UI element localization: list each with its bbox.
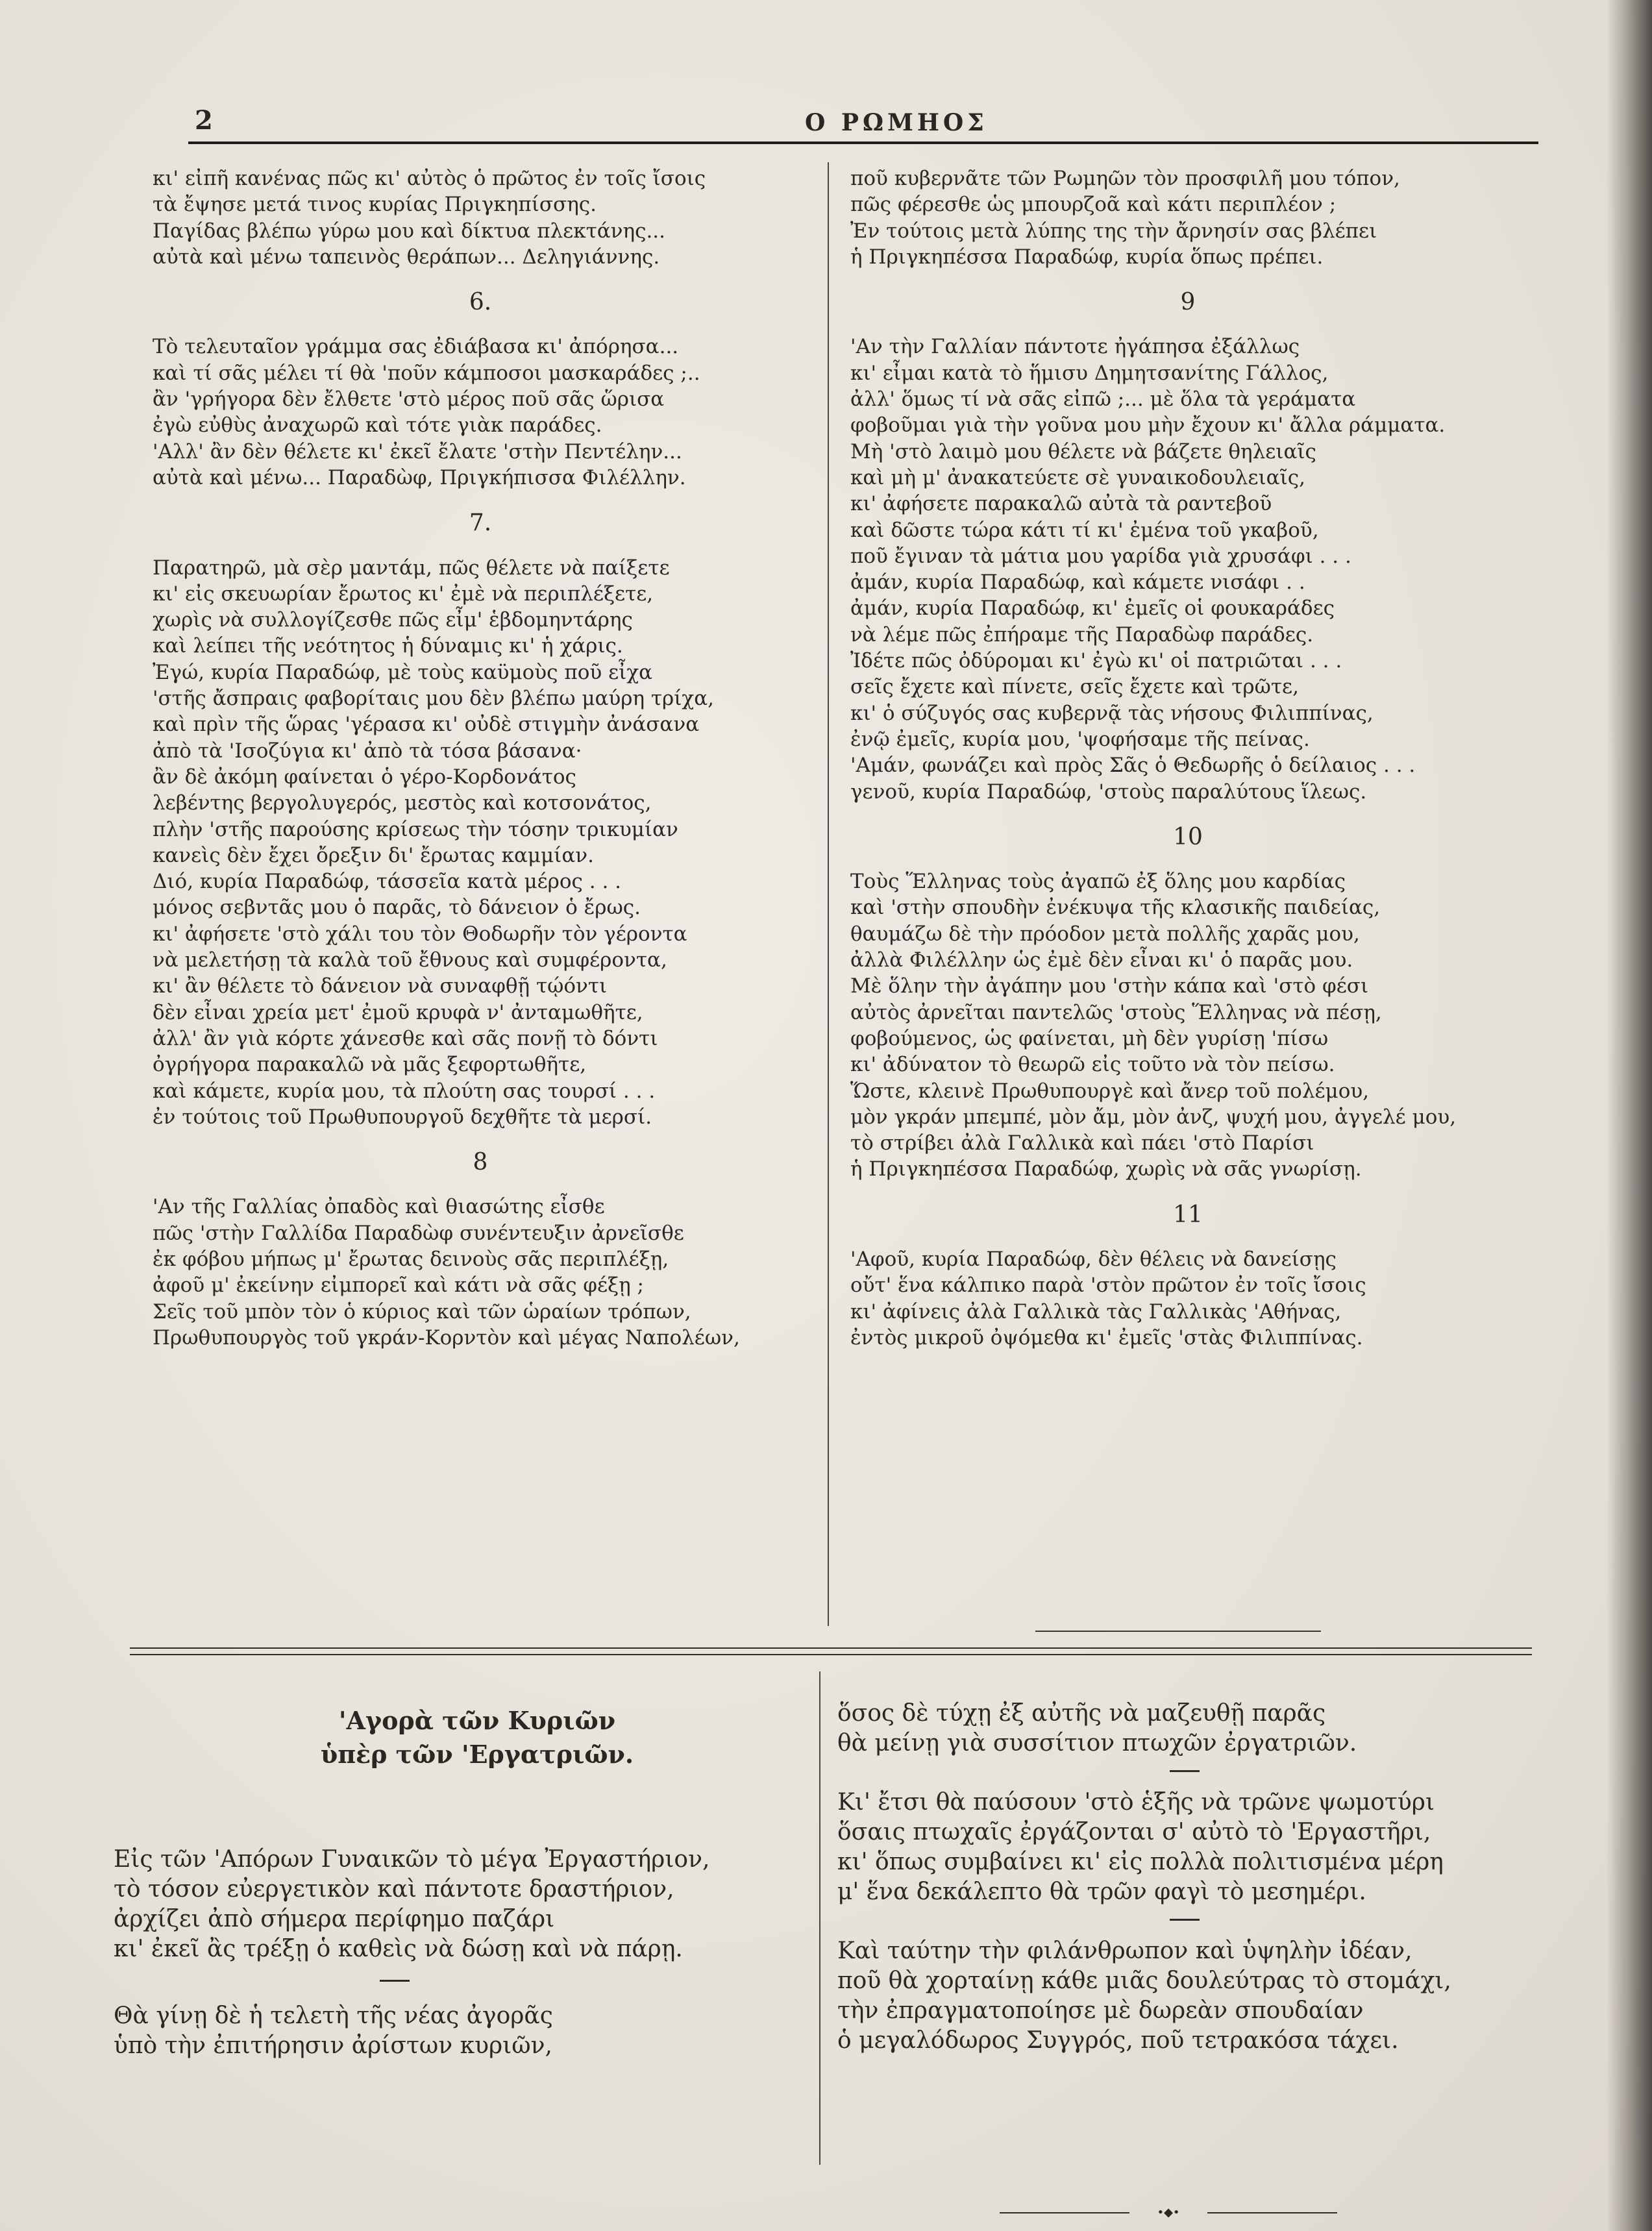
- verse-line: ποῦ ἔγιναν τὰ μάτια μου γαρίδα γιὰ χρυσάφι . . .: [850, 544, 1351, 568]
- section-dash: [380, 1980, 410, 1982]
- verse-line: κι' ἐκεῖ ἂς τρέξῃ ὁ καθεὶς νὰ δώσῃ καὶ νὰ πάρῃ.: [114, 1936, 683, 1962]
- verse-line: αὐτὰ καὶ μένω ταπεινὸς θεράπων... Δεληγιάννης.: [153, 245, 660, 269]
- verse-paragraph: [837, 1936, 1532, 2056]
- verse-line: κι' εἰπῆ κανένας πῶς κι' αὐτὸς ὁ πρῶτος ἐν τοῖς ἴσοις: [153, 167, 706, 190]
- verse-line: ἐνῷ ἐμεῖς, κυρία μου, 'ψοφήσαμε τῆς πείνας.: [850, 727, 1310, 751]
- verse-line: ἡ Πριγκηπέσσα Παραδώφ, χωρὶς νὰ σᾶς γνωρίσῃ.: [850, 1157, 1362, 1181]
- stanza: [153, 334, 808, 491]
- stanza: [850, 166, 1525, 270]
- stanza: [153, 1194, 808, 1351]
- verse-line: κι' ὁ σύζυγός σας κυβερνᾷ τὰς νήσους Φιλιππίνας,: [850, 701, 1374, 725]
- verse-line: 'Αλλ' ἂν δὲν θέλετε κι' ἐκεῖ ἔλατε 'στὴν Πεντέλην...: [153, 439, 682, 463]
- verse-line: ἀλλὰ Φιλέλλην ὡς ἐμὲ δὲν εἶναι κι' ὁ παρᾶς μου.: [850, 948, 1353, 972]
- stanza: [850, 334, 1525, 804]
- page-gutter-shadow: [1607, 0, 1652, 2231]
- verse-line: φοβούμενος, ὡς φαίνεται, μὴ δὲν γυρίσῃ 'πίσω: [850, 1026, 1329, 1050]
- verse-line: Μὴ 'στὸ λαιμὸ μου θέλετε νὰ βάζετε θηλειαῖς: [850, 439, 1316, 463]
- verse-paragraph: [837, 1788, 1532, 1907]
- verse-line: Πρωθυπουργὸς τοῦ γκράν-Κορντὸν καὶ μέγας Ναπολέων,: [153, 1325, 740, 1350]
- article-column-divider: [819, 1671, 820, 2165]
- end-ornament: [1000, 2208, 1337, 2217]
- verse-line: Τοὺς Ἕλληνας τοὺς ἀγαπῶ ἐξ ὅλης μου καρδίας: [850, 870, 1346, 894]
- verse-line: κι' εἰς σκευωρίαν ἔρωτος κι' ἐμὲ νὰ περιπλέξετε,: [153, 582, 654, 606]
- verse-line: ὅσος δὲ τύχῃ ἐξ αὐτῆς νὰ μαζευθῇ παρᾶς: [837, 1700, 1326, 1727]
- verse-line: καὶ 'στὴν σπουδὴν ἐνέκυψα τῆς κλασικῆς παιδείας,: [850, 896, 1381, 920]
- verse-line: κι' ἀδύνατον τὸ θεωρῶ εἰς τοῦτο νὰ τὸν πείσω.: [850, 1053, 1335, 1077]
- verse-line: φοβοῦμαι γιὰ τὴν γοῦνα μου μὴν ἔχουν κι' ἄλλα ράμματα.: [850, 413, 1446, 438]
- verse-line: Εἰς τῶν 'Απόρων Γυναικῶν τὸ μέγα Ἐργαστήριον,: [114, 1846, 710, 1873]
- poem-column-right: [850, 166, 1525, 1351]
- verse-line: ποῦ κυβερνᾶτε τῶν Ρωμηῶν τὸν προσφιλῆ μου τόπον,: [850, 167, 1400, 190]
- stanza-number: 6.: [469, 289, 492, 316]
- ornament-rule-left: [1000, 2212, 1129, 2213]
- verse-line: κι' ἂν θέλετε τὸ δάνειον νὰ συναφθῇ τῴόντι: [153, 974, 608, 998]
- verse-line: οὔτ' ἕνα κάλπικο παρὰ 'στὸν πρῶτον ἐν τοῖς ἴσοις: [850, 1274, 1366, 1298]
- verse-line: Ἐγώ, κυρία Παραδώφ, μὲ τοὺς καϋμοὺς ποῦ εἶχα: [153, 660, 653, 684]
- ornament-rule-right: [1207, 2212, 1337, 2213]
- verse-line: ἡ Πριγκηπέσσα Παραδώφ, κυρία ὅπως πρέπει.: [850, 245, 1324, 269]
- verse-line: Μὲ ὅλην τὴν ἀγάπην μου 'στὴν κάπα καὶ 'στὸ φέσι: [850, 974, 1369, 998]
- verse-line: ἀφοῦ μ' ἐκείνην εἰμπορεῖ καὶ κάτι νὰ σᾶς φέξῃ ;: [153, 1274, 645, 1298]
- verse-line: Ὥστε, κλεινὲ Πρωθυπουργὲ καὶ ἄνερ τοῦ πολέμου,: [850, 1079, 1370, 1103]
- verse-line: 'Αν τὴν Γαλλίαν πάντοτε ἠγάπησα ἐξάλλως: [850, 335, 1300, 359]
- verse-paragraph: [114, 1845, 802, 1964]
- verse-line: κι' ἀφίνεις ἀλὰ Γαλλικὰ τὰς Γαλλικὰς 'Αθήνας,: [850, 1300, 1342, 1324]
- verse-line: πῶς φέρεσθε ὡς μπουρζοᾶ καὶ κάτι περιπλέον ;: [850, 193, 1337, 217]
- stanza: [850, 869, 1525, 1183]
- verse-line: τὴν ἐπραγματοποίησε μὲ δωρεὰν σπουδαίαν: [837, 1997, 1364, 2024]
- section-dash: [1170, 1770, 1200, 1772]
- verse-line: καὶ πρὶν τῆς ὥρας 'γέρασα κι' οὐδὲ στιγμὴν ἀνάσανα: [153, 713, 700, 737]
- verse-line: ἀρχίζει ἀπὸ σήμερα περίφημο παζάρι: [114, 1906, 555, 1932]
- verse-line: ποῦ θὰ χορταίνῃ κάθε μιᾶς δουλεύτρας τὸ στομάχι,: [837, 1967, 1451, 1994]
- verse-line: μὸν γκράν μπεμπέ, μὸν ἄμ, μὸν ἀνζ, ψυχή μου, ἀγγελέ μου,: [850, 1105, 1457, 1129]
- article-column-left: [114, 1845, 802, 2061]
- verse-line: καὶ μὴ μ' ἀνακατεύετε σὲ γυναικοδουλειαῖς,: [850, 465, 1305, 489]
- verse-line: Ἐν τούτοις μετὰ λύπης της τὴν ἄρνησίν σας βλέπει: [850, 219, 1377, 243]
- verse-line: ὀγρήγορα παρακαλῶ νὰ μᾶς ξεφορτωθῆτε,: [153, 1053, 587, 1077]
- verse-line: νὰ λέμε πῶς ἐπήραμε τῆς Παραδὼφ παράδες.: [850, 622, 1314, 647]
- section-double-rule: [130, 1647, 1532, 1655]
- verse-line: τὸ τόσον εὐεργετικὸν καὶ πάντοτε δραστήριον,: [114, 1876, 674, 1903]
- verse-line: πῶς 'στὴν Γαλλίδα Παραδὼφ συνέντευξιν ἀρνεῖσθε: [153, 1221, 684, 1245]
- verse-line: λεβέντης βεργολυγερός, μεστὸς καὶ κοτσονάτος,: [153, 791, 652, 815]
- verse-line: Καὶ ταύτην τὴν φιλάνθρωπον καὶ ὑψηλὴν ἰδέαν,: [837, 1938, 1412, 1964]
- verse-line: ἐγὼ εὐθὺς ἀναχωρῶ καὶ τότε γιὰκ παράδες.: [153, 413, 602, 438]
- verse-line: ὑπὸ τὴν ἐπιτήρησιν ἀρίστων κυριῶν,: [114, 2032, 552, 2059]
- section-dash: [1170, 1919, 1200, 1921]
- verse-line: νὰ μελετήσῃ τὰ καλὰ τοῦ ἔθνους καὶ συμφέροντα,: [153, 948, 667, 972]
- verse-line: πλὴν 'στῆς παρούσης κρίσεως τὴν τόσην τρικυμίαν: [153, 817, 678, 841]
- verse-line: Παρατηρῶ, μὰ σὲρ μαντάμ, πῶς θέλετε νὰ παίξετε: [153, 556, 670, 580]
- verse-line: ἀπὸ τὰ 'Ισοζύγια κι' ἀπὸ τὰ τόσα βάσανα·: [153, 739, 582, 763]
- verse-line: ἀμάν, κυρία Παραδώφ, καὶ κάμετε νισάφι . .: [850, 571, 1305, 595]
- stanza-number: 9: [1180, 289, 1196, 316]
- column-divider: [828, 162, 829, 1626]
- verse-line: κι' εἶμαι κατὰ τὸ ἥμισυ Δημητσανίτης Γάλλος,: [850, 361, 1329, 385]
- stanza-number: 7.: [469, 510, 492, 537]
- article-title-line: ὑπὲρ τῶν 'Εργατριῶν.: [320, 1740, 634, 1769]
- verse-line: ἂν δὲ ἀκόμη φαίνεται ὁ γέρο-Κορδονάτος: [153, 765, 576, 789]
- verse-line: Ἰδέτε πῶς ὀδύρομαι κι' ἐγὼ κι' οἱ πατριῶται . . .: [850, 649, 1342, 673]
- verse-line: ἀλλ' ὅμως τί νὰ σᾶς εἰπῶ ;... μὲ ὅλα τὰ γεράματα: [850, 388, 1356, 412]
- verse-line: ὁ μεγαλόδωρος Συγγρός, ποῦ τετρακόσα τάχει.: [837, 2027, 1399, 2054]
- verse-line: δὲν εἶναι χρεία μετ' ἐμοῦ κρυφὰ ν' ἀνταμωθῆτε,: [153, 1000, 643, 1024]
- verse-line: 'Αφοῦ, κυρία Παραδώφ, δὲν θέλεις νὰ δανείσῃς: [850, 1247, 1337, 1271]
- stanza-number: 11: [1173, 1201, 1203, 1228]
- poem-column-left: [153, 166, 808, 1351]
- verse-line: καὶ λείπει τῆς νεότητος ἡ δύναμις κι' ἡ χάρις.: [153, 634, 623, 658]
- page-header: [156, 97, 1532, 149]
- page-number: 2: [195, 105, 213, 136]
- verse-line: θαυμάζω δὲ τὴν πρόοδον μετὰ πολλῆς χαρᾶς μου,: [850, 922, 1360, 946]
- stanza-number: 10: [1173, 823, 1203, 850]
- verse-line: 'στῆς ἄσπραις φαβορίταις μου δὲν βλέπω μαύρη τρίχα,: [153, 687, 715, 711]
- verse-line: θὰ μείνῃ γιὰ συσσίτιον πτωχῶν ἐργατριῶν.: [837, 1730, 1357, 1756]
- verse-line: ὅσαις πτωχαῖς ἐργάζονται σ' αὐτὸ τὸ 'Εργαστῆρι,: [837, 1819, 1431, 1845]
- verse-line: ἐν τούτοις τοῦ Πρωθυπουργοῦ δεχθῆτε τὰ μερσί.: [153, 1105, 652, 1129]
- verse-line: Τὸ τελευταῖον γράμμα σας ἐδιάβασα κι' ἀπόρησα...: [153, 335, 679, 359]
- article-column-right: [837, 1699, 1532, 2056]
- verse-line: ἀλλ' ἂν γιὰ κόρτε χάνεσθε καὶ σᾶς πονῇ τὸ δόντι: [153, 1026, 658, 1050]
- verse-line: Σεῖς τοῦ μπὸν τὸν ὁ κύριος καὶ τῶν ὡραίων τρόπων,: [153, 1300, 691, 1324]
- verse-line: ἂν 'γρήγορα δὲν ἔλθετε 'στὸ μέρος ποῦ σᾶς ὥρισα: [153, 388, 665, 412]
- verse-line: αὐτὸς ἀρνεῖται παντελῶς 'στοὺς Ἕλληνας νὰ πέσῃ,: [850, 1000, 1382, 1024]
- verse-line: γενοῦ, κυρία Παραδώφ, 'στοὺς παραλύτους ἵλεως.: [850, 780, 1367, 804]
- verse-line: κι' ὅπως συμβαίνει κι' εἰς πολλὰ πολιτισμένα μέρη: [837, 1849, 1444, 1875]
- verse-line: κανεὶς δὲν ἔχει ὄρεξιν δι' ἔρωτας καμμίαν.: [153, 843, 594, 867]
- verse-line: 'Αν τῆς Γαλλίας ὀπαδὸς καὶ θιασώτης εἶσθε: [153, 1195, 605, 1219]
- verse-line: Κι' ἔτσι θὰ παύσουν 'στὸ ἑξῆς νὰ τρῶνε ψωμοτύρι: [837, 1789, 1435, 1816]
- verse-line: κι' ἀφήσετε παρακαλῶ αὐτὰ τὰ ραντεβοῦ: [850, 492, 1272, 516]
- verse-line: ἀμάν, κυρία Παραδώφ, κι' ἐμεῖς οἱ φουκαράδες: [850, 597, 1335, 621]
- verse-paragraph: [114, 2001, 802, 2061]
- stanza: [153, 166, 808, 270]
- article-title: [153, 1704, 802, 1771]
- verse-line: σεῖς ἔχετε καὶ πίνετε, σεῖς ἔχετε καὶ τρῶτε,: [850, 675, 1299, 699]
- section-end-rule: [1035, 1631, 1321, 1632]
- verse-line: αὐτὰ καὶ μένω... Παραδὼφ, Πριγκήπισσα Φιλέλλην.: [153, 465, 686, 489]
- stanza: [850, 1246, 1525, 1351]
- verse-line: ἐκ φόβου μήπως μ' ἔρωτας δεινοὺς σᾶς περιπλέξῃ,: [153, 1247, 669, 1271]
- masthead-title: Ο ΡΩΜΗΟΣ: [805, 109, 988, 136]
- verse-line: τὸ στρίβει ἀλὰ Γαλλικὰ καὶ πάει 'στὸ Παρίσι: [850, 1131, 1314, 1155]
- verse-line: τὰ ἔψησε μετά τινος κυρίας Πριγκηπίσσης.: [153, 193, 597, 217]
- verse-line: καὶ τί σᾶς μέλει τί θὰ 'ποῦν κάμποσοι μασκαράδες ;..: [153, 361, 700, 385]
- verse-line: καὶ κάμετε, κυρία μου, τὰ πλούτη σας τουρσί . . .: [153, 1079, 656, 1103]
- article-title-line: 'Αγορὰ τῶν Κυριῶν: [338, 1706, 616, 1735]
- verse-line: χωρὶς νὰ συλλογίζεσθε πῶς εἶμ' ἑβδομηντάρης: [153, 608, 633, 632]
- verse-line: μ' ἕνα δεκάλεπτο θὰ τρῶν φαγὶ τὸ μεσημέρι.: [837, 1879, 1366, 1905]
- verse-paragraph: [837, 1699, 1532, 1758]
- ornament-dots: •◆•: [1157, 2206, 1180, 2219]
- verse-line: καὶ δῶστε τώρα κάτι τί κι' ἐμένα τοῦ γκαβοῦ,: [850, 518, 1319, 542]
- verse-line: Παγίδας βλέπω γύρω μου καὶ δίκτυα πλεκτάνης...: [153, 219, 666, 243]
- verse-line: ἐντὸς μικροῦ ὀψόμεθα κι' ἐμεῖς 'στὰς Φιλιππίνας.: [850, 1325, 1363, 1350]
- verse-line: 'Αμάν, φωνάζει καὶ πρὸς Σᾶς ὁ Θεδωρῆς ὁ δείλαιος . . .: [850, 754, 1416, 778]
- stanza-number: 8: [473, 1149, 488, 1176]
- verse-line: μόνος σεβντᾶς μου ὁ παρᾶς, τὸ δάνειον ὁ ἔρως.: [153, 896, 641, 920]
- verse-line: Διό, κυρία Παραδώφ, τάσσεῖα κατὰ μέρος . . .: [153, 870, 622, 894]
- header-rule: [188, 142, 1538, 144]
- verse-line: Θὰ γίνῃ δὲ ἡ τελετὴ τῆς νέας ἀγορᾶς: [114, 2003, 553, 2029]
- stanza: [153, 555, 808, 1131]
- verse-line: κι' ἀφήσετε 'στὸ χάλι του τὸν Θοδωρῆν τὸν γέροντα: [153, 922, 687, 946]
